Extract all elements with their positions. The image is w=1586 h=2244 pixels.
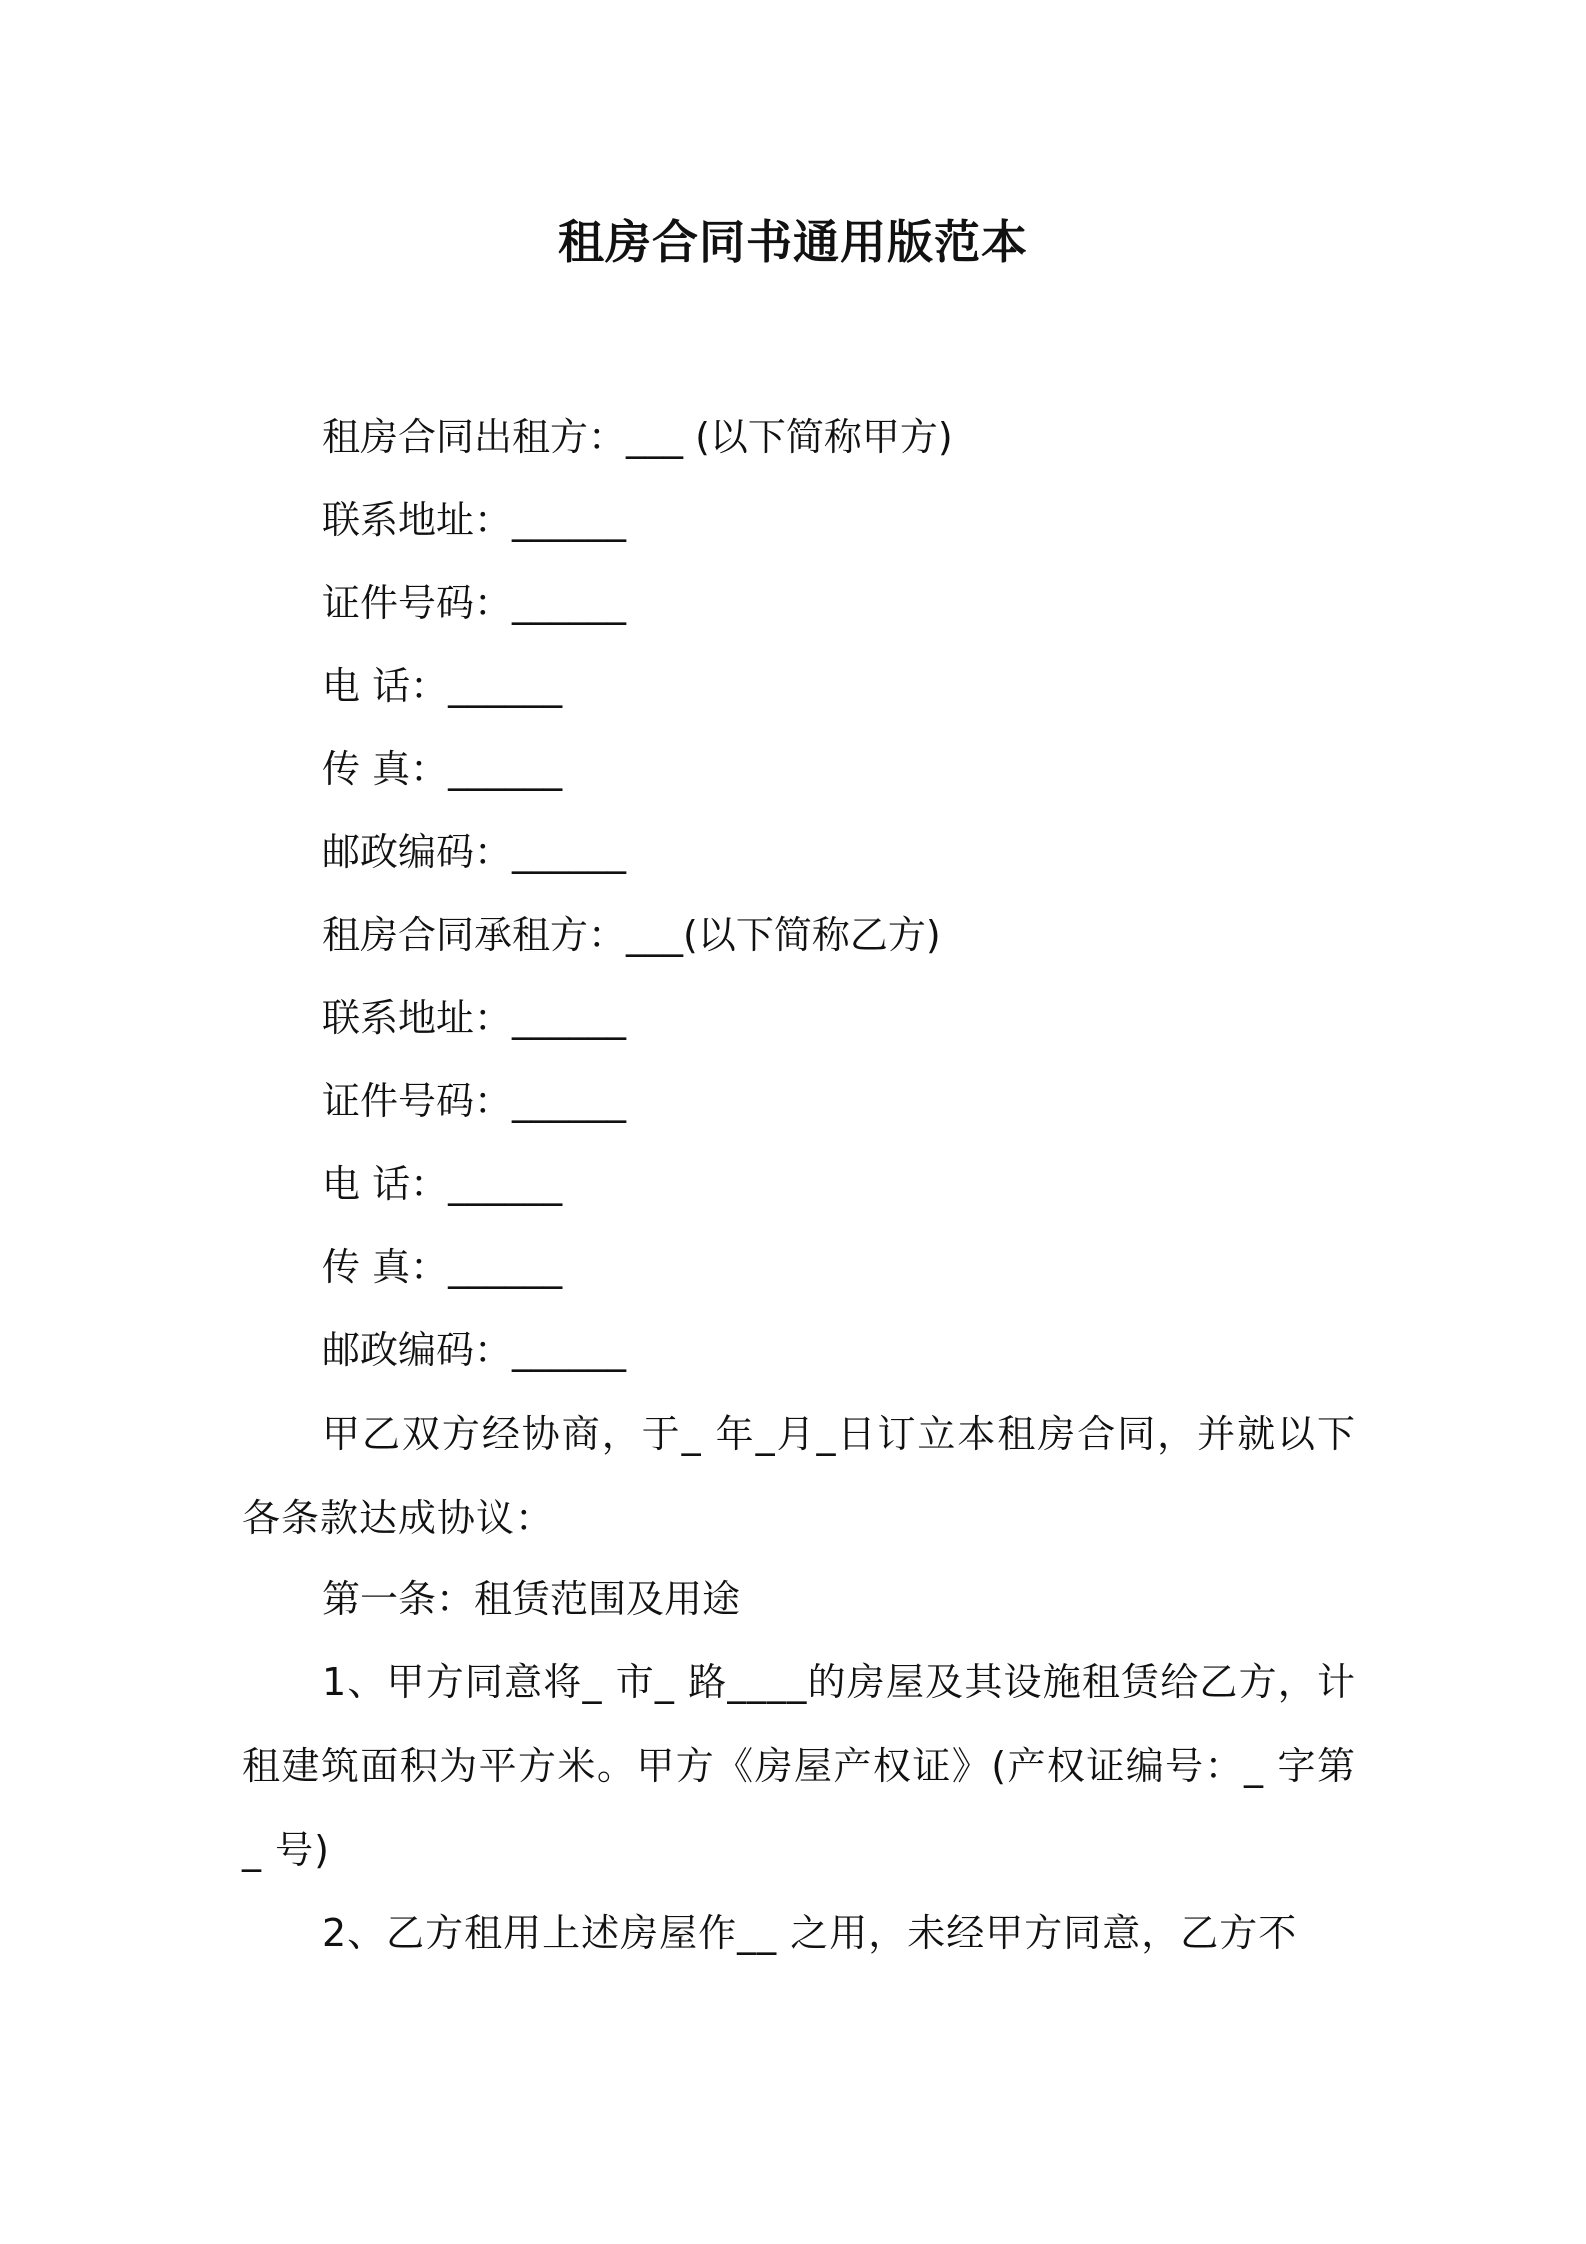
lessor-party-line: 租房合同出租方：___ (以下简称甲方) xyxy=(322,415,953,459)
lessor-postcode-line: 邮政编码：______ xyxy=(322,830,627,874)
lessee-phone-line: 电 话：______ xyxy=(322,1162,563,1206)
lessor-address-line: 联系地址：______ xyxy=(322,498,627,542)
article1-clause2-paragraph: 2、乙方租用上述房屋作__ 之用，未经甲方同意，乙方不 xyxy=(322,1911,1298,1955)
lessor-id-number-line: 证件号码：______ xyxy=(322,581,627,625)
lessee-postcode-line: 邮政编码：______ xyxy=(322,1328,627,1372)
article1-heading: 第一条：租赁范围及用途 xyxy=(322,1577,741,1621)
preamble-paragraph: 甲乙双方经协商，于_ 年_月_日订立本租房合同，并就以下各条款达成协议： xyxy=(242,1412,1356,1540)
lessee-party-line: 租房合同承租方：___(以下简称乙方) xyxy=(322,913,941,957)
article1-clause1-paragraph: 1、甲方同意将_ 市_ 路____的房屋及其设施租赁给乙方，计租建筑面积为平方米。甲方《房屋产权证》(产权证编号：_ 字第_ 号) xyxy=(242,1660,1356,1872)
lessee-id-number-line: 证件号码：______ xyxy=(322,1079,627,1123)
lessor-fax-line: 传 真：______ xyxy=(322,747,563,791)
lessee-address-line: 联系地址：______ xyxy=(322,996,627,1040)
lessor-phone-line: 电 话：______ xyxy=(322,664,563,708)
lessee-fax-line: 传 真：______ xyxy=(322,1245,563,1289)
document-title: 租房合同书通用版范本 xyxy=(558,215,1028,269)
